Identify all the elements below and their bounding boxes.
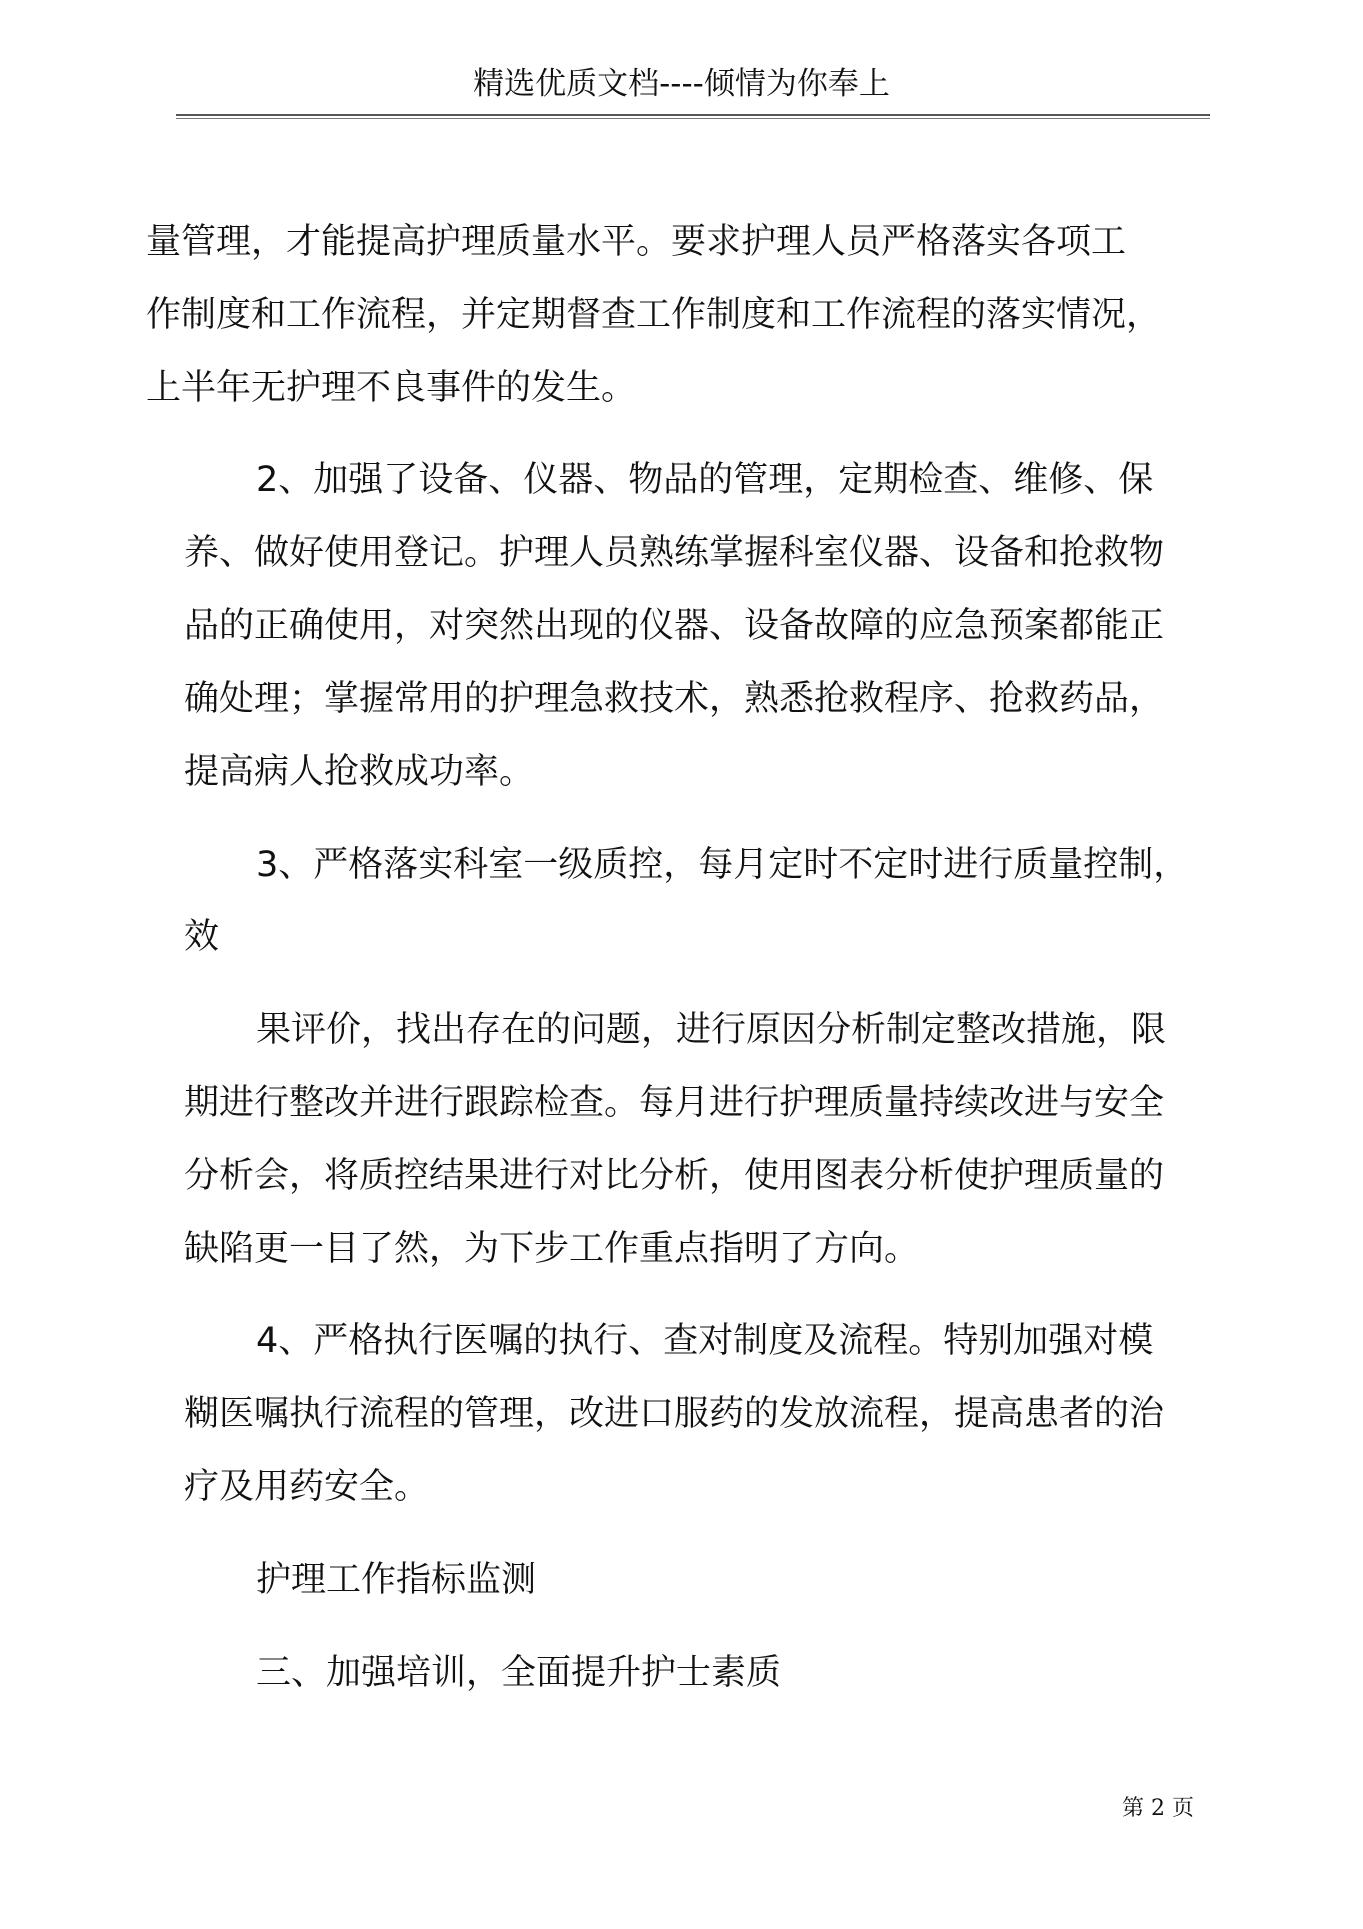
body-line-15: 4、严格执行医嘱的执行、查对制度及流程。特别加强对模 [256,1321,1154,1361]
body-line-4: 2、加强了设备、仪器、物品的管理，定期检查、维修、保 [256,460,1154,500]
body-line-13: 分析会，将质控结果进行对比分析，使用图表分析使护理质量的 [184,1156,1165,1196]
body-line-18: 护理工作指标监测 [256,1560,537,1600]
body-line-1: 量管理，才能提高护理质量水平。要求护理人员严格落实各项工 [146,222,1127,262]
body-line-8: 提高病人抢救成功率。 [184,752,535,792]
body-line-2: 作制度和工作流程，并定期督查工作制度和工作流程的落实情况， [146,295,1162,335]
body-line-19: 三、加强培训，全面提升护士素质 [256,1653,782,1693]
body-line-16: 糊医嘱执行流程的管理，改进口服药的发放流程，提高患者的治 [184,1394,1165,1434]
body-line-11: 果评价，找出存在的问题，进行原因分析制定整改措施，限 [256,1010,1167,1050]
body-line-6: 品的正确使用，对突然出现的仪器、设备故障的应急预案都能正 [184,606,1165,646]
body-line-5: 养、做好使用登记。护理人员熟练掌握科室仪器、设备和抢救物 [184,533,1165,573]
body-line-12: 期进行整改并进行跟踪检查。每月进行护理质量持续改进与安全 [184,1083,1165,1123]
body-line-3: 上半年无护理不良事件的发生。 [146,368,637,408]
body-line-14: 缺陷更一目了然，为下步工作重点指明了方向。 [184,1229,920,1269]
body-line-7: 确处理；掌握常用的护理急救技术，熟悉抢救程序、抢救药品， [184,679,1165,719]
header-divider [176,114,1210,119]
page-header-title: 精选优质文档----倾情为你奉上 [473,66,890,102]
body-line-17: 疗及用药安全。 [184,1467,430,1507]
body-line-9: 3、严格落实科室一级质控，每月定时不定时进行质量控制， [256,845,1189,885]
page-number: 第 2 页 [1122,1796,1194,1821]
body-line-10: 效 [184,917,220,957]
